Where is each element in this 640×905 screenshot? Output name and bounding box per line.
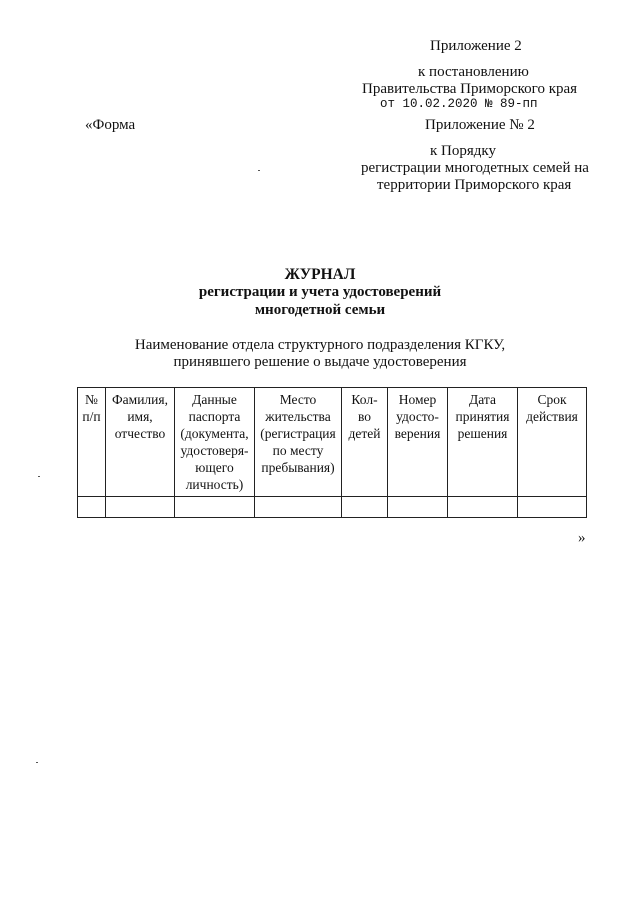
order-appendix-line1: регистрации многодетных семей на xyxy=(361,160,589,176)
order-appendix-to-order: к Порядку xyxy=(430,143,496,159)
table-cell xyxy=(175,497,255,518)
col-header-full-name: Фамилия, имя, отчество xyxy=(106,388,175,497)
col-header-residence: Место жительства (регистрация по месту пребывания) xyxy=(255,388,342,497)
table-cell xyxy=(106,497,175,518)
table-cell xyxy=(342,497,388,518)
table-cell xyxy=(518,497,587,518)
form-label: «Форма xyxy=(85,117,136,133)
order-appendix-line2: территории Приморского края xyxy=(377,177,572,193)
table-cell xyxy=(78,497,106,518)
col-header-decision-date: Дата принятия решения xyxy=(448,388,518,497)
col-header-passport: Данные паспорта (документа, удостоверя- ющего личность) xyxy=(175,388,255,497)
table-cell xyxy=(388,497,448,518)
appendix-to-resolution: к постановлению xyxy=(418,64,529,80)
col-header-number: № п/п xyxy=(78,388,106,497)
journal-subtitle-2: многодетной семьи xyxy=(254,302,386,318)
table-row xyxy=(78,497,587,518)
journal-subtitle-1: регистрации и учета удостоверений xyxy=(198,284,442,300)
department-line-1: Наименование отдела структурного подразделения КГКУ, xyxy=(134,337,506,353)
table-cell xyxy=(255,497,342,518)
appendix-title: Приложение 2 xyxy=(430,38,522,54)
appendix-government: Правительства Приморского края xyxy=(362,81,578,97)
department-line-2: принявшего решение о выдаче удостоверения xyxy=(173,354,467,370)
table-header-row xyxy=(78,388,587,497)
order-appendix-title: Приложение № 2 xyxy=(425,117,535,133)
appendix-date-number: от 10.02.2020 № 89-пп xyxy=(380,97,538,111)
col-header-validity: Срок действия xyxy=(518,388,587,497)
journal-title: ЖУРНАЛ xyxy=(284,266,356,283)
col-header-children-count: Кол- во детей xyxy=(342,388,388,497)
scan-speck xyxy=(38,476,40,477)
scan-speck xyxy=(258,170,260,171)
closing-quote: » xyxy=(578,530,586,546)
table-cell xyxy=(448,497,518,518)
journal-table xyxy=(77,387,587,518)
scan-speck xyxy=(36,762,38,763)
col-header-certificate-number: Номер удосто- верения xyxy=(388,388,448,497)
